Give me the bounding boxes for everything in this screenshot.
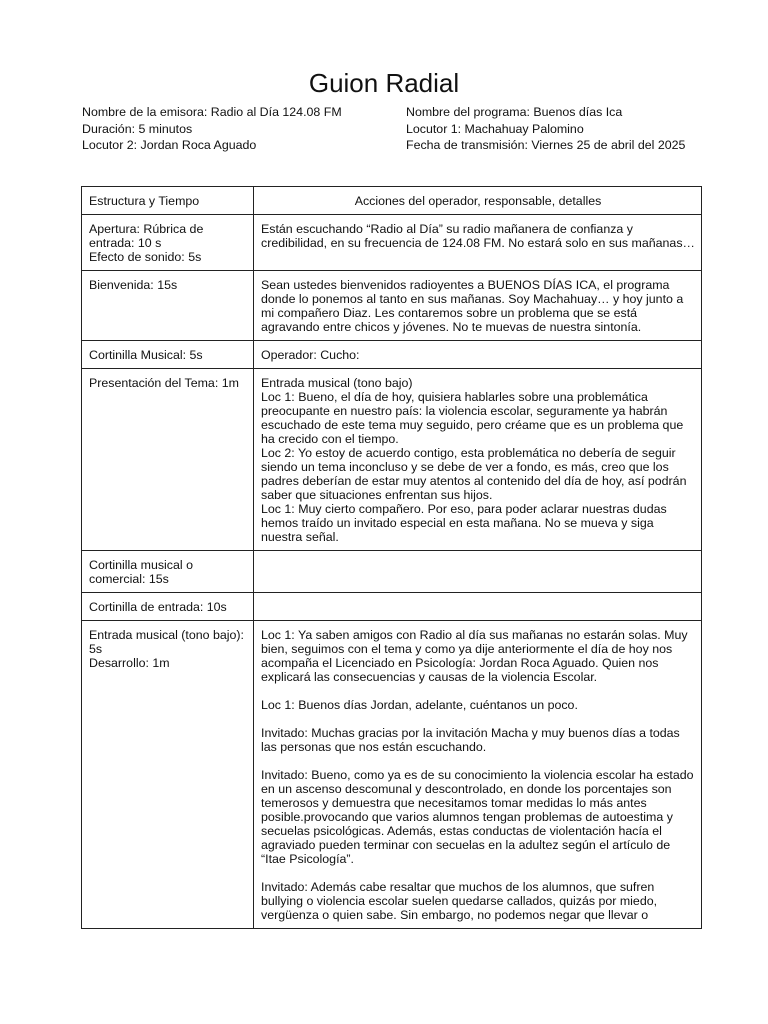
cell-line: Efecto de sonido: 5s xyxy=(89,250,202,264)
cell-line: Están escuchando “Radio al Día” su radio mañanera de confianza y credibilidad, en su frecuencia de 124.08 FM. No estará solo en sus mañanas… xyxy=(261,222,695,250)
cell-estructura xyxy=(82,551,254,593)
cell-acciones xyxy=(254,215,702,271)
page-title: Guion Radial xyxy=(308,68,460,98)
cell-line: Entrada musical (tono bajo) xyxy=(261,376,413,390)
table-row xyxy=(82,551,702,593)
script-table xyxy=(81,186,702,929)
cell-line: Loc 2: Yo estoy de acuerdo contigo, esta problemática no debería de seguir siendo un tema inconcluso y se debe de ver a fondo, es más, creo que los padres deberían de estar muy atentos al contenido del día de hoy, así podrán saber que situaciones enfrentan sus hijos. xyxy=(261,446,687,502)
meta-fecha-transmision: Fecha de transmisión: Viernes 25 de abril del 2025 xyxy=(406,138,686,152)
table-row xyxy=(82,271,702,341)
cell-acciones-empty xyxy=(254,551,702,593)
table-header-row xyxy=(82,187,702,215)
meta-programa: Nombre del programa: Buenos días Ica xyxy=(406,105,623,119)
cell-paragraph: Loc 1: Ya saben amigos con Radio al día sus mañanas no estarán solas. Muy bien, seguimos con el tema y como ya dije anteriormente el día de hoy nos acompaña el Licenciado en Psicología: Jordan Roca Aguado. Quien nos explicará las consecuencias y causas de la violencia Escolar. xyxy=(261,628,688,684)
cell-line: Cortinilla de entrada: 10s xyxy=(89,600,227,614)
cell-line: Desarrollo: 1m xyxy=(89,656,170,670)
cell-line: Sean ustedes bienvenidos radioyentes a BUENOS DÍAS ICA, el programa donde lo ponemos al tanto en sus mañanas. Soy Machahuay… y hoy junto a mi compañero Diaz. Les contaremos sobre un problema que se está agravando entre chicos y jóvenes. No te muevas de nuestra sintonía. xyxy=(261,278,684,334)
meta-locutor-2: Locutor 2: Jordan Roca Aguado xyxy=(82,138,257,152)
cell-line: Loc 1: Bueno, el día de hoy, quisiera hablarles sobre una problemática preocupante en nuestro país: la violencia escolar, seguramente ya habrán escuchado de este tema muy seguido, pero créame que es un problema que ha crecido con el tiempo. xyxy=(261,390,684,446)
cell-line: Loc 1: Muy cierto compañero. Por eso, para poder aclarar nuestras dudas hemos traído un invitado especial en esta mañana. No se mueva y siga nuestra señal. xyxy=(261,502,667,544)
meta-duracion: Duración: 5 minutos xyxy=(82,122,193,136)
cell-line: Presentación del Tema: 1m xyxy=(89,376,239,390)
meta-locutor-1: Locutor 1: Machahuay Palomino xyxy=(406,122,584,136)
table-row xyxy=(82,369,702,551)
table-row xyxy=(82,593,702,621)
cell-paragraph: Invitado: Bueno, como ya es de su conocimiento la violencia escolar ha estado en un ascenso descomunal y descontrolado, en donde los porcentajes son temerosos y demuestra que necesitamos tomar medidas lo más antes posible.provocando que varios alumnos tengan problemas de autoestima y secuelas psicológicas. Además, estas conductas de violentación hacía el agraviado pueden terminar con secuelas en la adultez según el artículo de “Itae Psicología”. xyxy=(261,768,694,866)
cell-acciones xyxy=(254,621,702,929)
cell-line: Cortinilla Musical: 5s xyxy=(89,348,203,362)
cell-estructura xyxy=(82,271,254,341)
table-row xyxy=(82,341,702,369)
cell-acciones xyxy=(254,369,702,551)
header-acciones: Acciones del operador, responsable, detalles xyxy=(254,187,702,215)
cell-line: Operador: Cucho: xyxy=(261,348,360,362)
cell-line: Bienvenida: 15s xyxy=(89,278,178,292)
cell-line: Entrada musical (tono bajo): 5s xyxy=(89,628,244,656)
cell-acciones-empty xyxy=(254,593,702,621)
cell-paragraph: Invitado: Además cabe resaltar que muchos de los alumnos, que sufren bullying o violencia escolar suelen quedarse callados, quizás por miedo, vergüenza o quien sabe. Sin embargo, no podemos negar que llevar o xyxy=(261,880,658,922)
cell-estructura xyxy=(82,215,254,271)
cell-acciones xyxy=(254,271,702,341)
table-row xyxy=(82,215,702,271)
cell-estructura xyxy=(82,369,254,551)
header-estructura: Estructura y Tiempo xyxy=(82,187,254,215)
cell-estructura xyxy=(82,593,254,621)
cell-paragraph: Invitado: Muchas gracias por la invitación Macha y muy buenos días a todas las personas que nos están escuchando. xyxy=(261,726,680,754)
cell-estructura xyxy=(82,341,254,369)
cell-acciones xyxy=(254,341,702,369)
cell-estructura xyxy=(82,621,254,929)
meta-emisora: Nombre de la emisora: Radio al Día 124.08 FM xyxy=(82,105,342,119)
cell-line: Cortinilla musical o comercial: 15s xyxy=(89,558,193,586)
cell-line: Apertura: Rúbrica de entrada: 10 s xyxy=(89,222,204,250)
cell-paragraph: Loc 1: Buenos días Jordan, adelante, cuéntanos un poco. xyxy=(261,698,578,712)
table-row xyxy=(82,621,702,929)
